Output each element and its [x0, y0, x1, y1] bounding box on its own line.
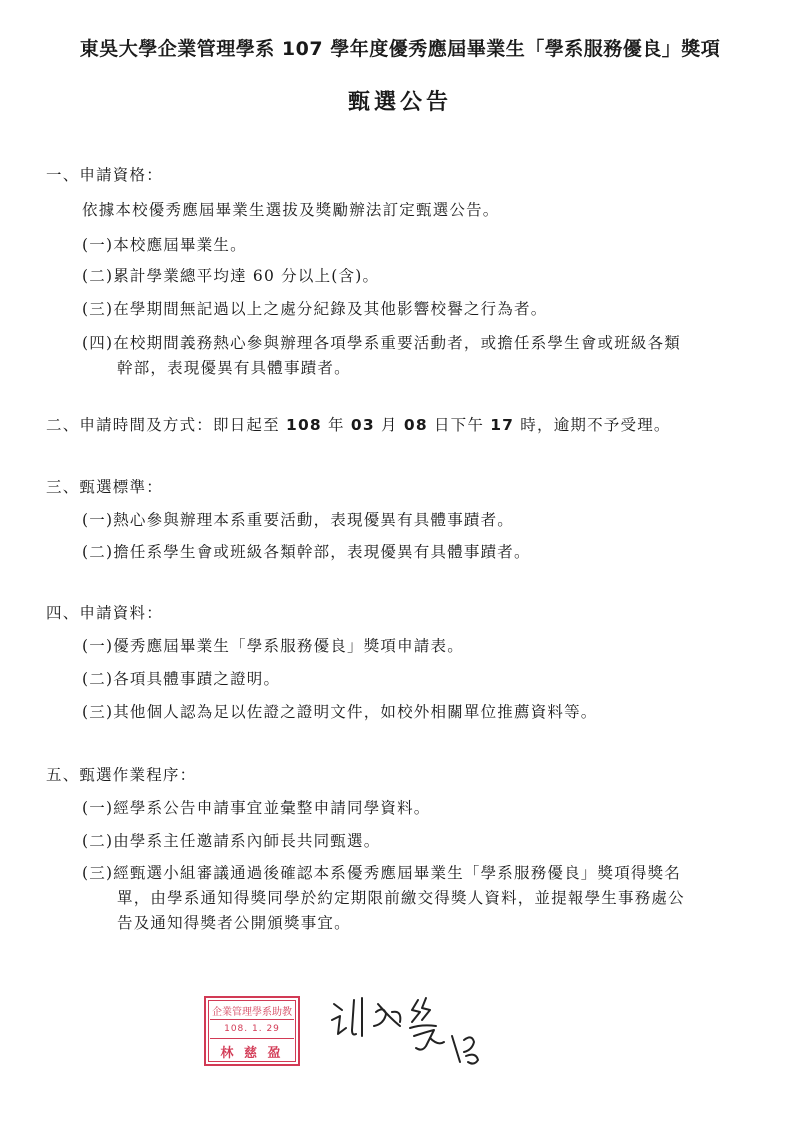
section-2-text-d: 日下午 [427, 416, 491, 434]
section-2-text-b: 年 [321, 416, 351, 434]
section-2-text-a: 即日起至 [213, 416, 286, 434]
section-1-item-4-cont: 幹部，表現優異有具體事蹟者。 [117, 359, 351, 377]
section-1-intro: 依據本校優秀應屆畢業生選拔及獎勵辦法訂定甄選公告。 [82, 201, 500, 219]
stamp-divider [210, 1038, 294, 1039]
handwritten-signature-icon [326, 990, 496, 1068]
deadline-month: 03 [350, 416, 375, 434]
deadline-day: 08 [403, 416, 428, 434]
section-3-heading: 三、甄選標準： [46, 478, 163, 496]
section-1-item-2: (二)累計學業總平均達 60 分以上(含)。 [82, 267, 380, 285]
section-5-item-1: (一)經學系公告申請事宜並彙整申請同學資料。 [82, 799, 431, 817]
section-1-heading: 一、申請資格： [46, 166, 163, 184]
stamp-name: 林 慈 盈 [220, 1046, 284, 1061]
section-4-heading: 四、申請資料： [46, 604, 163, 622]
section-2-heading: 二、申請時間及方式： [46, 416, 214, 434]
section-2-text-e: 時，逾期不予受理。 [514, 416, 671, 434]
section-2-text-c: 月 [374, 416, 404, 434]
section-2-line [46, 413, 671, 435]
deadline-year: 108 [285, 416, 322, 434]
stamp-date: 108. 1. 29 [224, 1024, 280, 1034]
section-5-heading: 五、甄選作業程序： [46, 766, 197, 784]
stamp-divider [210, 1019, 294, 1020]
section-5-item-3-cont-2: 告及通知得獎者公開頒獎事宜。 [117, 914, 351, 932]
section-5-item-3: (三)經甄選小組審議通過後確認本系優秀應屆畢業生「學系服務優良」獎項得獎名 [82, 864, 681, 882]
stamp-unit: 企業管理學系助教 [212, 1007, 292, 1018]
section-4-item-1: (一)優秀應屆畢業生「學系服務優良」獎項申請表。 [82, 637, 464, 655]
deadline-hour: 17 [490, 416, 515, 434]
section-5-item-3-cont-1: 單，由學系通知得獎同學於約定期限前繳交得獎人資料，並提報學生事務處公 [117, 889, 685, 907]
section-3-item-1: (一)熱心參與辦理本系重要活動，表現優異有具體事蹟者。 [82, 511, 514, 529]
section-4-item-2: (二)各項具體事蹟之證明。 [82, 670, 281, 688]
document-title: 東吳大學企業管理學系 107 學年度優秀應屆畢業生「學系服務優良」獎項 [79, 38, 721, 60]
section-5-item-2: (二)由學系主任邀請系內師長共同甄選。 [82, 832, 381, 850]
section-3-item-2: (二)擔任系學生會或班級各類幹部，表現優異有具體事蹟者。 [82, 543, 531, 561]
section-1-item-1: (一)本校應屆畢業生。 [82, 236, 247, 254]
office-stamp [204, 996, 300, 1066]
document-subtitle: 甄選公告 [347, 90, 452, 115]
section-1-item-4: (四)在校期間義務熱心參與辦理各項學系重要活動者，或擔任系學生會或班級各類 [82, 334, 681, 352]
section-4-item-3: (三)其他個人認為足以佐證之證明文件，如校外相關單位推薦資料等。 [82, 703, 598, 721]
section-1-item-3: (三)在學期間無記過以上之處分紀錄及其他影響校譽之行為者。 [82, 300, 548, 318]
